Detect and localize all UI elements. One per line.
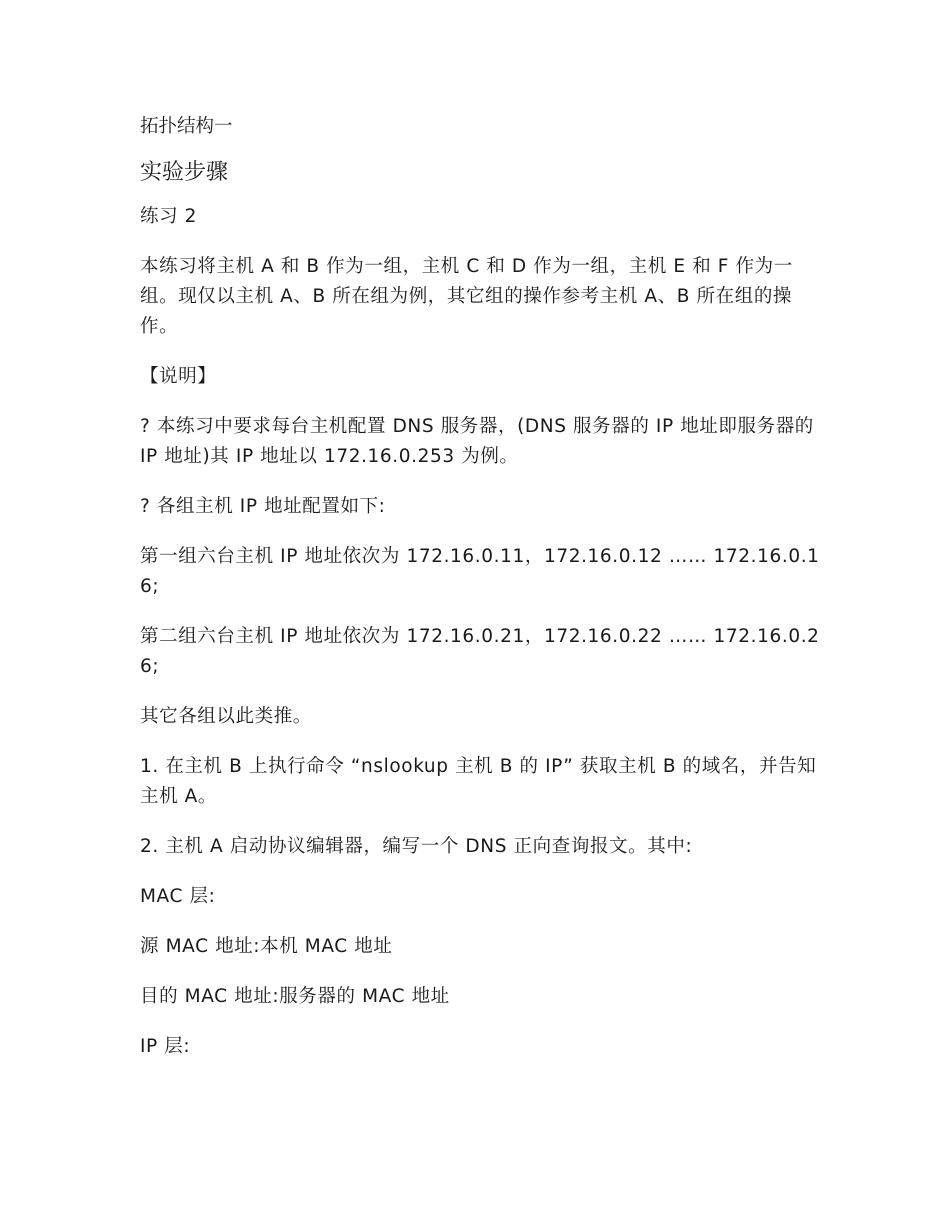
other-groups-note: 其它各组以此类推。 bbox=[140, 706, 312, 727]
note-ip-config: ? 各组主机 IP 地址配置如下: bbox=[140, 496, 386, 517]
exercise-label: 练习 2 bbox=[140, 206, 198, 227]
note-dns-server: ? 本练习中要求每台主机配置 DNS 服务器，(DNS 服务器的 IP 地址即服务器的 IP 地址)其 IP 地址以 172.16.0.253 为例。 bbox=[140, 416, 814, 467]
ip-layer-label: IP 层: bbox=[140, 1036, 191, 1057]
note-label: 【说明】 bbox=[140, 366, 217, 387]
document-page bbox=[140, 112, 820, 1082]
group-2-ip-list: 第二组六台主机 IP 地址依次为 172.16.0.21，172.16.0.22 …… 172.16.0.26; bbox=[140, 626, 820, 677]
mac-layer-label: MAC 层: bbox=[140, 886, 216, 907]
step-1: 1. 在主机 B 上执行命令 “nslookup 主机 B 的 IP” 获取主机 B 的域名，并告知主机 A。 bbox=[140, 756, 817, 807]
step-2: 2. 主机 A 启动协议编辑器，编写一个 DNS 正向查询报文。其中: bbox=[140, 836, 693, 857]
section-heading: 实验步骤 bbox=[140, 160, 229, 185]
topology-title: 拓扑结构一 bbox=[140, 116, 233, 137]
destination-mac-field: 目的 MAC 地址:服务器的 MAC 地址 bbox=[140, 986, 450, 1007]
group-1-ip-list: 第一组六台主机 IP 地址依次为 172.16.0.11，172.16.0.12 …… 172.16.0.16; bbox=[140, 546, 820, 597]
intro-paragraph: 本练习将主机 A 和 B 作为一组，主机 C 和 D 作为一组，主机 E 和 F 作为一组。现仅以主机 A、B 所在组为例，其它组的操作参考主机 A、B 所在组的操作。 bbox=[140, 256, 793, 337]
source-mac-field: 源 MAC 地址:本机 MAC 地址 bbox=[140, 936, 393, 957]
